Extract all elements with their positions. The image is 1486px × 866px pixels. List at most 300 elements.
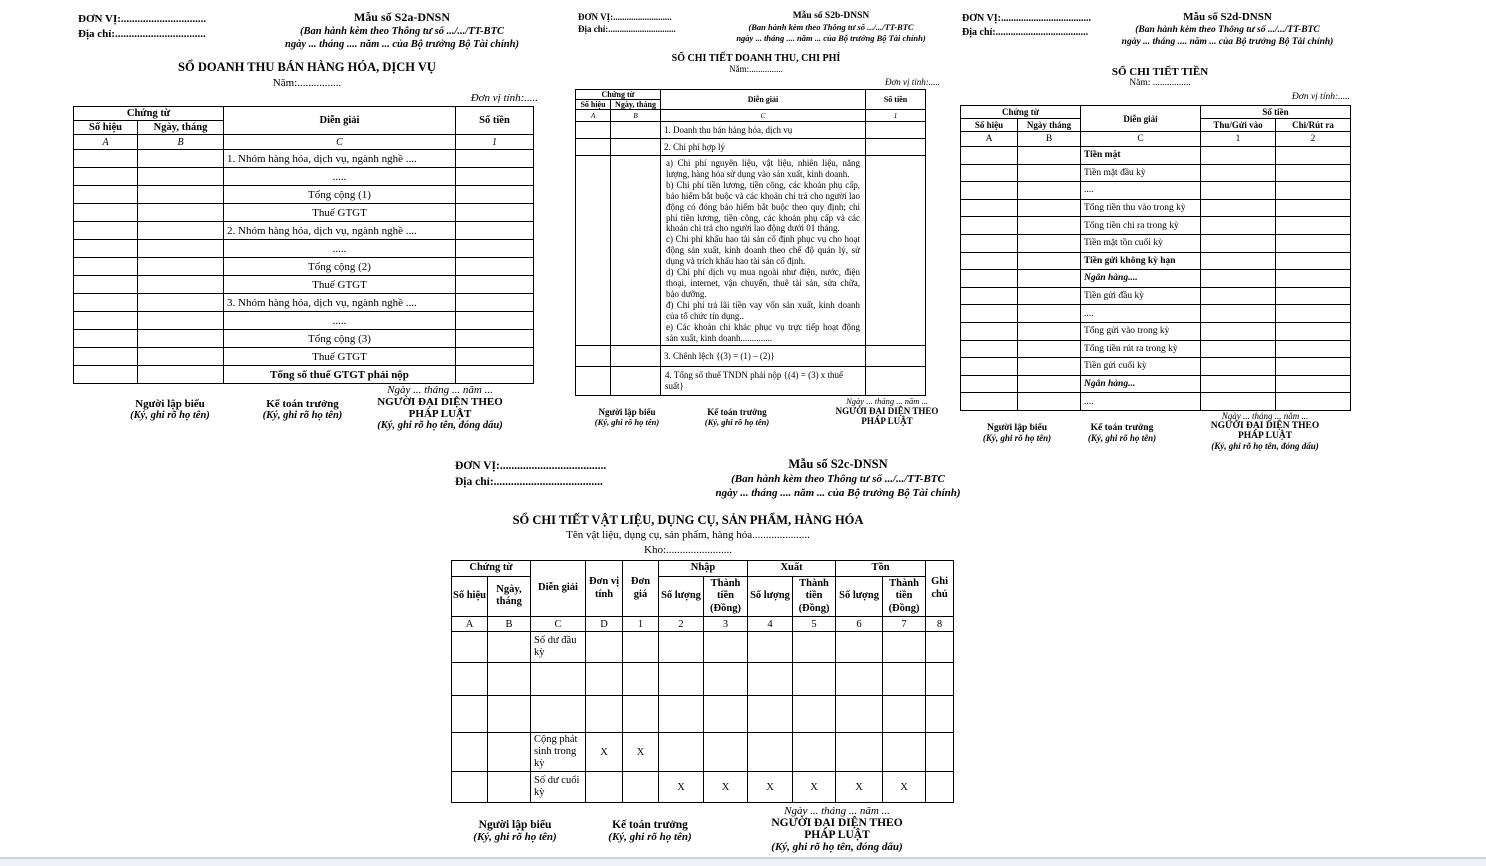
chief-accountant-note: (Ký, ghi rõ họ tên) [262, 410, 343, 421]
empty-cell [576, 122, 611, 139]
empty-cell [74, 204, 138, 222]
empty-cell [1018, 375, 1081, 393]
empty-cell [748, 696, 793, 733]
empty-cell [138, 186, 224, 204]
empty-cell [138, 204, 224, 222]
form-number: Mẫu số S2d-DNSN [1183, 11, 1272, 23]
empty-cell [488, 696, 531, 733]
table-row [961, 287, 1351, 305]
empty-cell [456, 330, 534, 348]
header-thu-gui-vao: Thu/Gửi vào [1201, 119, 1276, 132]
form-s2c [380, 452, 996, 866]
empty-cell [1276, 217, 1351, 235]
empty-cell [1201, 147, 1276, 165]
cell-closing-balance: Số dư cuối kỳ [531, 772, 586, 803]
table-row [74, 204, 534, 222]
empty-cell [611, 346, 661, 367]
empty-cell [623, 772, 659, 803]
empty-cell [1276, 164, 1351, 182]
empty-cell [836, 663, 883, 696]
table-row [576, 346, 926, 367]
code-row [74, 135, 534, 150]
cell-description: Tổng gửi vào trong kỳ [1081, 322, 1201, 340]
empty-cell [488, 772, 531, 803]
empty-cell [1276, 305, 1351, 323]
empty-cell [1276, 147, 1351, 165]
empty-cell [1201, 340, 1276, 358]
empty-cell [961, 252, 1018, 270]
empty-cell [961, 340, 1018, 358]
empty-cell [1201, 322, 1276, 340]
legal-representative-block [1180, 411, 1350, 451]
legal-representative-title2: PHÁP LUẬT [861, 416, 913, 427]
header-dien-giai: Diễn giải [1081, 106, 1201, 132]
cell-description: 3. Nhóm hàng hóa, dịch vụ, ngành nghề .... [224, 294, 456, 312]
empty-cell [488, 632, 531, 663]
table-row [74, 222, 534, 240]
preparer-note: (Ký, ghi rõ họ tên) [982, 432, 1052, 443]
cell-description: Tiền gửi cuối kỳ [1081, 358, 1201, 376]
address-label: Địa chỉ:..................................... [962, 27, 1089, 38]
empty-cell [704, 733, 748, 772]
chief-accountant-title: Kế toán trưởng [612, 819, 688, 831]
empty-cell [1201, 217, 1276, 235]
empty-cell [456, 348, 534, 366]
cell-description: .... [1081, 182, 1201, 200]
empty-cell [961, 217, 1018, 235]
cell-opening-balance: Số dư đầu kỳ [531, 632, 586, 663]
chief-accountant-block [1062, 411, 1182, 443]
legal-representative-title2: PHÁP LUẬT [804, 829, 870, 841]
empty-cell [138, 168, 224, 186]
empty-cell [586, 772, 623, 803]
empty-cell [1276, 182, 1351, 200]
revenue-table [73, 106, 534, 384]
issuance-line-2: ngày ... tháng .... năm ... của Bộ trưởng Bộ Tài chính) [736, 32, 926, 43]
preparer-title: Người lập biểu [598, 407, 656, 418]
code-b: B [488, 617, 531, 632]
empty-cell [138, 348, 224, 366]
empty-cell [586, 663, 623, 696]
legal-representative-note: (Ký, ghi rõ họ tên, đóng dấu) [1211, 440, 1319, 451]
unit-label: ĐƠN VỊ:..................................... [455, 460, 607, 472]
header-chung-tu: Chứng từ [452, 561, 531, 577]
empty-cell [883, 696, 926, 733]
header-row [452, 576, 954, 617]
address-label: Địa chỉ:................................. [78, 28, 206, 40]
empty-cell [138, 240, 224, 258]
form-s2c-header [380, 452, 996, 510]
address-label: Địa chỉ:...................................... [455, 476, 603, 488]
empty-cell [576, 367, 611, 396]
cell-description: Thuế GTGT [224, 204, 456, 222]
legal-representative-block [802, 396, 972, 426]
code-2: 2 [659, 617, 704, 632]
empty-cell [836, 696, 883, 733]
empty-cell [138, 294, 224, 312]
x-mark-cell: X [793, 772, 836, 803]
cell-cit-payable: 4. Tổng số thuế TNDN phải nộp {(4) = (3) x thuế suất} [661, 367, 866, 396]
x-mark-cell: X [586, 733, 623, 772]
cell-description: Tổng tiền rút ra trong kỳ [1081, 340, 1201, 358]
chief-accountant-block [677, 396, 797, 427]
empty-cell [488, 663, 531, 696]
form-number: Mẫu số S2c-DNSN [788, 457, 888, 471]
legal-representative-title: NGƯỜI ĐẠI DIỆN THEO [771, 817, 903, 829]
table-row [452, 632, 954, 663]
empty-cell [961, 322, 1018, 340]
empty-cell [961, 305, 1018, 323]
empty-cell [659, 632, 704, 663]
empty-cell [659, 696, 704, 733]
code-row [961, 132, 1351, 147]
cell-description: Tổng cộng (3) [224, 330, 456, 348]
table-row [452, 772, 954, 803]
expense-item-dd: đ) Chi phí trả lãi tiền vay vốn sản xuất, kinh doanh của tổ chức tín dụng.. [666, 299, 861, 321]
cell-description: Tiền mặt [1081, 147, 1201, 165]
legal-representative-block [747, 805, 927, 853]
empty-cell [456, 222, 534, 240]
form-s2d [950, 8, 1350, 471]
empty-cell [1276, 287, 1351, 305]
header-don-gia: Đơn giá [623, 561, 659, 617]
legal-representative-title2: PHÁP LUẬT [408, 408, 472, 420]
cell-description: Tổng tiền thu vào trong kỳ [1081, 199, 1201, 217]
signature-block [70, 384, 544, 456]
header-chi-rut-ra: Chi/Rút ra [1276, 119, 1351, 132]
header-chung-tu: Chứng từ [74, 107, 224, 121]
table-row [452, 696, 954, 733]
empty-cell [866, 122, 926, 139]
preparer-note: (Ký, ghi rõ họ tên) [130, 410, 210, 421]
empty-cell [1276, 358, 1351, 376]
table-row [961, 340, 1351, 358]
table-row [74, 312, 534, 330]
empty-cell [866, 346, 926, 367]
empty-cell [1201, 252, 1276, 270]
empty-cell [836, 733, 883, 772]
warehouse-line: Kho:........................ [644, 544, 732, 556]
empty-cell [793, 696, 836, 733]
expense-item-a: a) Chi phí nguyên liệu, vật liệu, nhiên liệu, năng lượng, hàng hóa sử dụng vào sản xuất, kinh doanh. [666, 158, 861, 179]
address-label: Địa chỉ:.............................. [578, 24, 676, 34]
cell-description: ..... [224, 312, 456, 330]
header-so-luong-nhap: Số lượng [659, 576, 704, 617]
chief-accountant-title: Kế toán trưởng [266, 398, 339, 410]
code-row [452, 617, 954, 632]
code-4: 4 [748, 617, 793, 632]
legal-representative-note: (Ký, ghi rõ họ tên, đóng dấu) [377, 420, 503, 431]
empty-cell [1276, 322, 1351, 340]
cell-description: 1. Nhóm hàng hóa, dịch vụ, ngành nghề .... [224, 150, 456, 168]
header-don-vi-tinh: Đơn vị tính [586, 561, 623, 617]
issuance-line-2: ngày ... tháng .... năm ... của Bộ trưởng Bộ Tài chính) [715, 487, 961, 499]
table-row [74, 330, 534, 348]
empty-cell [1018, 199, 1081, 217]
empty-cell [138, 150, 224, 168]
chief-accountant-note: (Ký, ghi rõ họ tên) [1087, 432, 1157, 443]
legal-representative-block [355, 384, 525, 431]
unit-label: ĐƠN VỊ:.................................... [962, 13, 1091, 24]
unit-of-measure-note: Đơn vị tính:..... [1291, 92, 1350, 102]
table-row [961, 375, 1351, 393]
empty-cell [74, 348, 138, 366]
empty-cell [138, 222, 224, 240]
empty-cell [659, 733, 704, 772]
table-row [961, 252, 1351, 270]
empty-cell [961, 234, 1018, 252]
empty-cell [74, 276, 138, 294]
empty-cell [1276, 340, 1351, 358]
empty-cell [456, 240, 534, 258]
empty-cell [961, 393, 1018, 411]
table-row [74, 276, 534, 294]
form-s2a [70, 8, 544, 456]
table-row [74, 258, 534, 276]
header-ngay-thang: Ngày, tháng [138, 121, 224, 135]
x-mark-cell: X [659, 772, 704, 803]
empty-cell [961, 182, 1018, 200]
header-row [961, 106, 1351, 119]
cell-description: Tiền gửi đầu kỳ [1081, 287, 1201, 305]
empty-cell [586, 632, 623, 663]
form-s2d-header [950, 8, 1350, 64]
empty-cell [961, 164, 1018, 182]
cell-description: Thuế GTGT [224, 348, 456, 366]
header-nhap: Nhập [659, 561, 748, 577]
header-so-luong-ton: Số lượng [836, 576, 883, 617]
empty-cell [1201, 305, 1276, 323]
unit-of-measure-note: Đơn vị tính:..... [470, 92, 538, 104]
expense-item-e: e) Các khoản chi khác phục vụ trực tiếp hoạt động sản xuất, kinh doanh.............. [666, 321, 861, 343]
empty-cell [883, 663, 926, 696]
cell-description: ..... [224, 240, 456, 258]
empty-cell [1201, 199, 1276, 217]
table-row [961, 270, 1351, 288]
header-so-hieu: Số hiệu [576, 100, 611, 110]
empty-cell [961, 375, 1018, 393]
code-2: 2 [1276, 132, 1351, 147]
table-row [576, 156, 926, 346]
code-1: 1 [623, 617, 659, 632]
empty-cell [586, 696, 623, 733]
date-line: Ngày ... tháng ... năm ... [784, 805, 890, 817]
table-row [961, 217, 1351, 235]
empty-cell [926, 733, 954, 772]
empty-cell [1201, 182, 1276, 200]
empty-cell [866, 139, 926, 156]
code-7: 7 [883, 617, 926, 632]
cell-description: ..... [224, 168, 456, 186]
empty-cell [576, 346, 611, 367]
empty-cell [704, 632, 748, 663]
code-c: C [1081, 132, 1201, 147]
cell-total-vat: Tổng số thuế GTGT phải nộp [224, 366, 456, 384]
table-row [74, 150, 534, 168]
empty-cell [1201, 234, 1276, 252]
preparer-block [572, 396, 682, 427]
empty-cell [1276, 252, 1351, 270]
header-thanh-tien-nhap: Thành tiền (Đồng) [704, 576, 748, 617]
form-title: SỔ CHI TIẾT VẬT LIỆU, DỤNG CỤ, SẢN PHẨM, HÀNG HÓA [512, 513, 864, 527]
header-so-hieu: Số hiệu [961, 119, 1018, 132]
year-line: Năm:................ [272, 77, 342, 89]
header-ton: Tồn [836, 561, 926, 577]
table-row [576, 139, 926, 156]
code-c: C [224, 135, 456, 150]
table-row [961, 358, 1351, 376]
issuance-line-1: (Ban hành kèm theo Thông tư số .../.../TT-BTC [748, 22, 914, 32]
empty-cell [138, 258, 224, 276]
header-thanh-tien-xuat: Thành tiền (Đồng) [793, 576, 836, 617]
empty-cell [1018, 234, 1081, 252]
table-row [74, 366, 534, 384]
preparer-note: (Ký, ghi rõ họ tên) [473, 831, 557, 843]
header-ngay-thang: Ngày tháng [1018, 119, 1081, 132]
header-row [576, 90, 926, 100]
table-row [576, 122, 926, 139]
cell-revenue: 1. Doanh thu bán hàng hóa, dịch vụ [661, 122, 866, 139]
chief-accountant-title: Kế toán trưởng [1090, 422, 1154, 433]
empty-cell [456, 186, 534, 204]
code-5: 5 [793, 617, 836, 632]
x-mark-cell: X [836, 772, 883, 803]
empty-cell [74, 330, 138, 348]
header-so-tien: Số tiền [1201, 106, 1351, 119]
empty-cell [926, 772, 954, 803]
empty-cell [1201, 393, 1276, 411]
header-so-tien: Số tiền [866, 90, 926, 110]
empty-cell [961, 199, 1018, 217]
form-title: SỔ DOANH THU BÁN HÀNG HÓA, DỊCH VỤ [178, 60, 436, 74]
empty-cell [836, 632, 883, 663]
empty-cell [138, 312, 224, 330]
header-xuat: Xuất [748, 561, 836, 577]
empty-cell [1201, 287, 1276, 305]
preparer-title: Người lập biểu [986, 422, 1048, 433]
form-s2b [572, 8, 940, 442]
cell-period-total: Cộng phát sinh trong kỳ [531, 733, 586, 772]
empty-cell [456, 366, 534, 384]
date-line: Ngày ... tháng ... năm ... [1221, 410, 1309, 421]
empty-cell [1018, 182, 1081, 200]
table-row [961, 164, 1351, 182]
empty-cell [74, 186, 138, 204]
expense-item-b: b) Chi phí tiền lương, tiền công, các khoản phụ cấp, bảo hiểm bắt buộc và các khoản chi trả cho người lao động có đóng bảo hiểm bắt buộc theo quy định; chi phí tiền lương, tiền công, các khoản phụ cấp và các khoản chi trả cho người lao động dưới 01 tháng. [666, 179, 861, 234]
cell-description: 2. Nhóm hàng hóa, dịch vụ, ngành nghề .... [224, 222, 456, 240]
table-row [452, 663, 954, 696]
empty-cell [456, 276, 534, 294]
empty-cell [1018, 147, 1081, 165]
x-mark-cell: X [704, 772, 748, 803]
preparer-title: Người lập biểu [478, 819, 552, 831]
header-dien-giai: Diễn giải [531, 561, 586, 617]
code-a: A [452, 617, 488, 632]
empty-cell [1018, 322, 1081, 340]
empty-cell [704, 696, 748, 733]
empty-cell [1276, 375, 1351, 393]
empty-cell [611, 122, 661, 139]
empty-cell [456, 168, 534, 186]
empty-cell [138, 276, 224, 294]
x-mark-cell: X [623, 733, 659, 772]
empty-cell [452, 772, 488, 803]
form-s2a-header [70, 8, 544, 58]
table-row [961, 393, 1351, 411]
empty-cell [926, 663, 954, 696]
empty-cell [961, 270, 1018, 288]
issuance-line-2: ngày ... tháng .... năm ... của Bộ trưởng Bộ Tài chính) [1121, 37, 1334, 47]
empty-cell [793, 632, 836, 663]
cash-detail-table [960, 105, 1351, 411]
empty-cell [74, 366, 138, 384]
table-row [961, 182, 1351, 200]
empty-cell [883, 632, 926, 663]
date-line: Ngày ... tháng ... năm ... [846, 396, 928, 407]
empty-cell [1018, 287, 1081, 305]
form-s2b-header [572, 8, 940, 52]
empty-cell [456, 294, 534, 312]
empty-cell [1276, 270, 1351, 288]
empty-cell [926, 632, 954, 663]
empty-cell [1018, 164, 1081, 182]
cell-description: Tổng tiền chi ra trong kỳ [1081, 217, 1201, 235]
empty-cell [1018, 270, 1081, 288]
cell-description: Tổng cộng (2) [224, 258, 456, 276]
x-mark-cell: X [748, 772, 793, 803]
code-3: 3 [704, 617, 748, 632]
unit-label: ĐƠN VỊ:.......................... [578, 12, 672, 22]
header-so-hieu: Số hiệu [452, 576, 488, 617]
table-row [576, 367, 926, 396]
empty-cell [961, 287, 1018, 305]
empty-cell [1018, 217, 1081, 235]
chief-accountant-block [570, 805, 730, 843]
empty-cell [748, 632, 793, 663]
preparer-block [95, 384, 245, 421]
empty-cell [1201, 375, 1276, 393]
header-chung-tu: Chứng từ [576, 90, 661, 100]
header-ngay-thang: Ngày, tháng [611, 100, 661, 110]
empty-cell [576, 139, 611, 156]
table-row [452, 733, 954, 772]
cell-description: Tiền gửi không kỳ hạn [1081, 252, 1201, 270]
table-row [961, 199, 1351, 217]
table-row [961, 305, 1351, 323]
empty-cell [452, 696, 488, 733]
empty-cell [456, 150, 534, 168]
form-title: SỔ CHI TIẾT DOANH THU, CHI PHÍ [671, 53, 841, 64]
empty-cell [961, 358, 1018, 376]
cell-description: .... [1081, 305, 1201, 323]
x-mark-cell: X [883, 772, 926, 803]
empty-cell [1276, 393, 1351, 411]
empty-cell [961, 147, 1018, 165]
code-8: 8 [926, 617, 954, 632]
table-row [961, 147, 1351, 165]
empty-cell [1201, 270, 1276, 288]
empty-cell [883, 733, 926, 772]
preparer-block [957, 411, 1077, 443]
empty-cell [452, 663, 488, 696]
empty-cell [611, 367, 661, 396]
code-1: 1 [1201, 132, 1276, 147]
empty-cell [456, 312, 534, 330]
legal-representative-note: (Ký, ghi rõ họ tên, đóng dấu) [771, 841, 903, 853]
form-number: Mẫu số S2b-DNSN [792, 11, 870, 21]
form-title: SỔ CHI TIẾT TIỀN [1111, 66, 1209, 78]
empty-cell [531, 696, 586, 733]
